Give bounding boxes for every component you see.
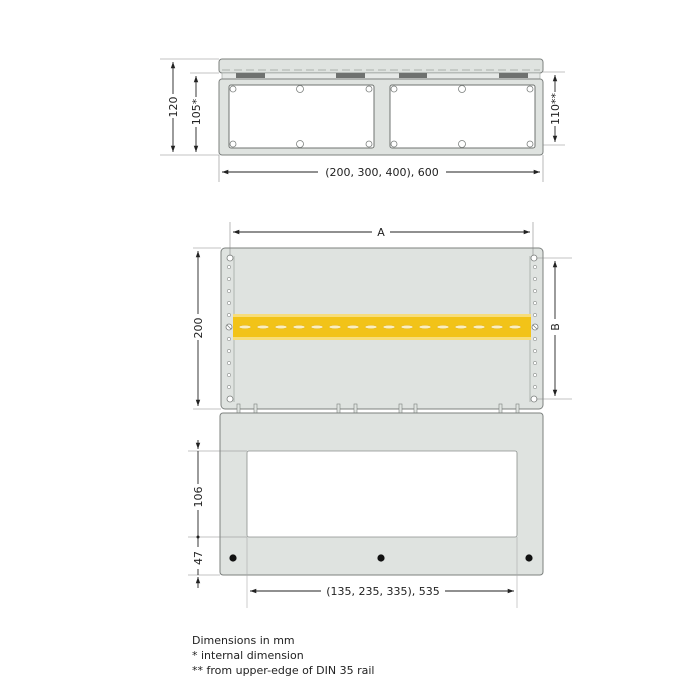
mounting-hole xyxy=(229,554,236,561)
top-view xyxy=(160,59,565,182)
dim-window-width: (135, 235, 335), 535 xyxy=(326,585,440,598)
dim-width: (200, 300, 400), 600 xyxy=(325,166,439,179)
cover-view xyxy=(188,413,543,608)
compartment-left xyxy=(229,85,374,148)
legend-notes xyxy=(192,633,375,678)
hinge-icon xyxy=(236,73,265,78)
dim-b-label: B xyxy=(549,323,562,331)
note-internal: * internal dimension xyxy=(192,649,304,662)
dim-rail-height: 110** xyxy=(549,93,562,125)
mounting-hole xyxy=(525,554,532,561)
front-view xyxy=(191,222,572,416)
dim-window-height: 106 xyxy=(192,486,205,508)
dim-total-height: 120 xyxy=(167,96,180,118)
hinge-icon xyxy=(336,73,365,78)
dim-plate-height: 200 xyxy=(192,317,205,339)
mounting-hole xyxy=(377,554,384,561)
cover-window xyxy=(247,451,517,537)
lid-edge xyxy=(219,59,543,73)
note-units: Dimensions in mm xyxy=(192,634,295,647)
dim-a-label: A xyxy=(377,226,385,239)
dim-bottom-margin: 47 xyxy=(192,551,205,565)
compartment-right xyxy=(390,85,535,148)
hinge-icon xyxy=(499,73,528,78)
hinge-icon xyxy=(399,73,427,78)
din-rail xyxy=(226,314,538,340)
dim-internal-height: 105* xyxy=(190,98,203,126)
note-din-rail: ** from upper-edge of DIN 35 rail xyxy=(192,664,375,677)
